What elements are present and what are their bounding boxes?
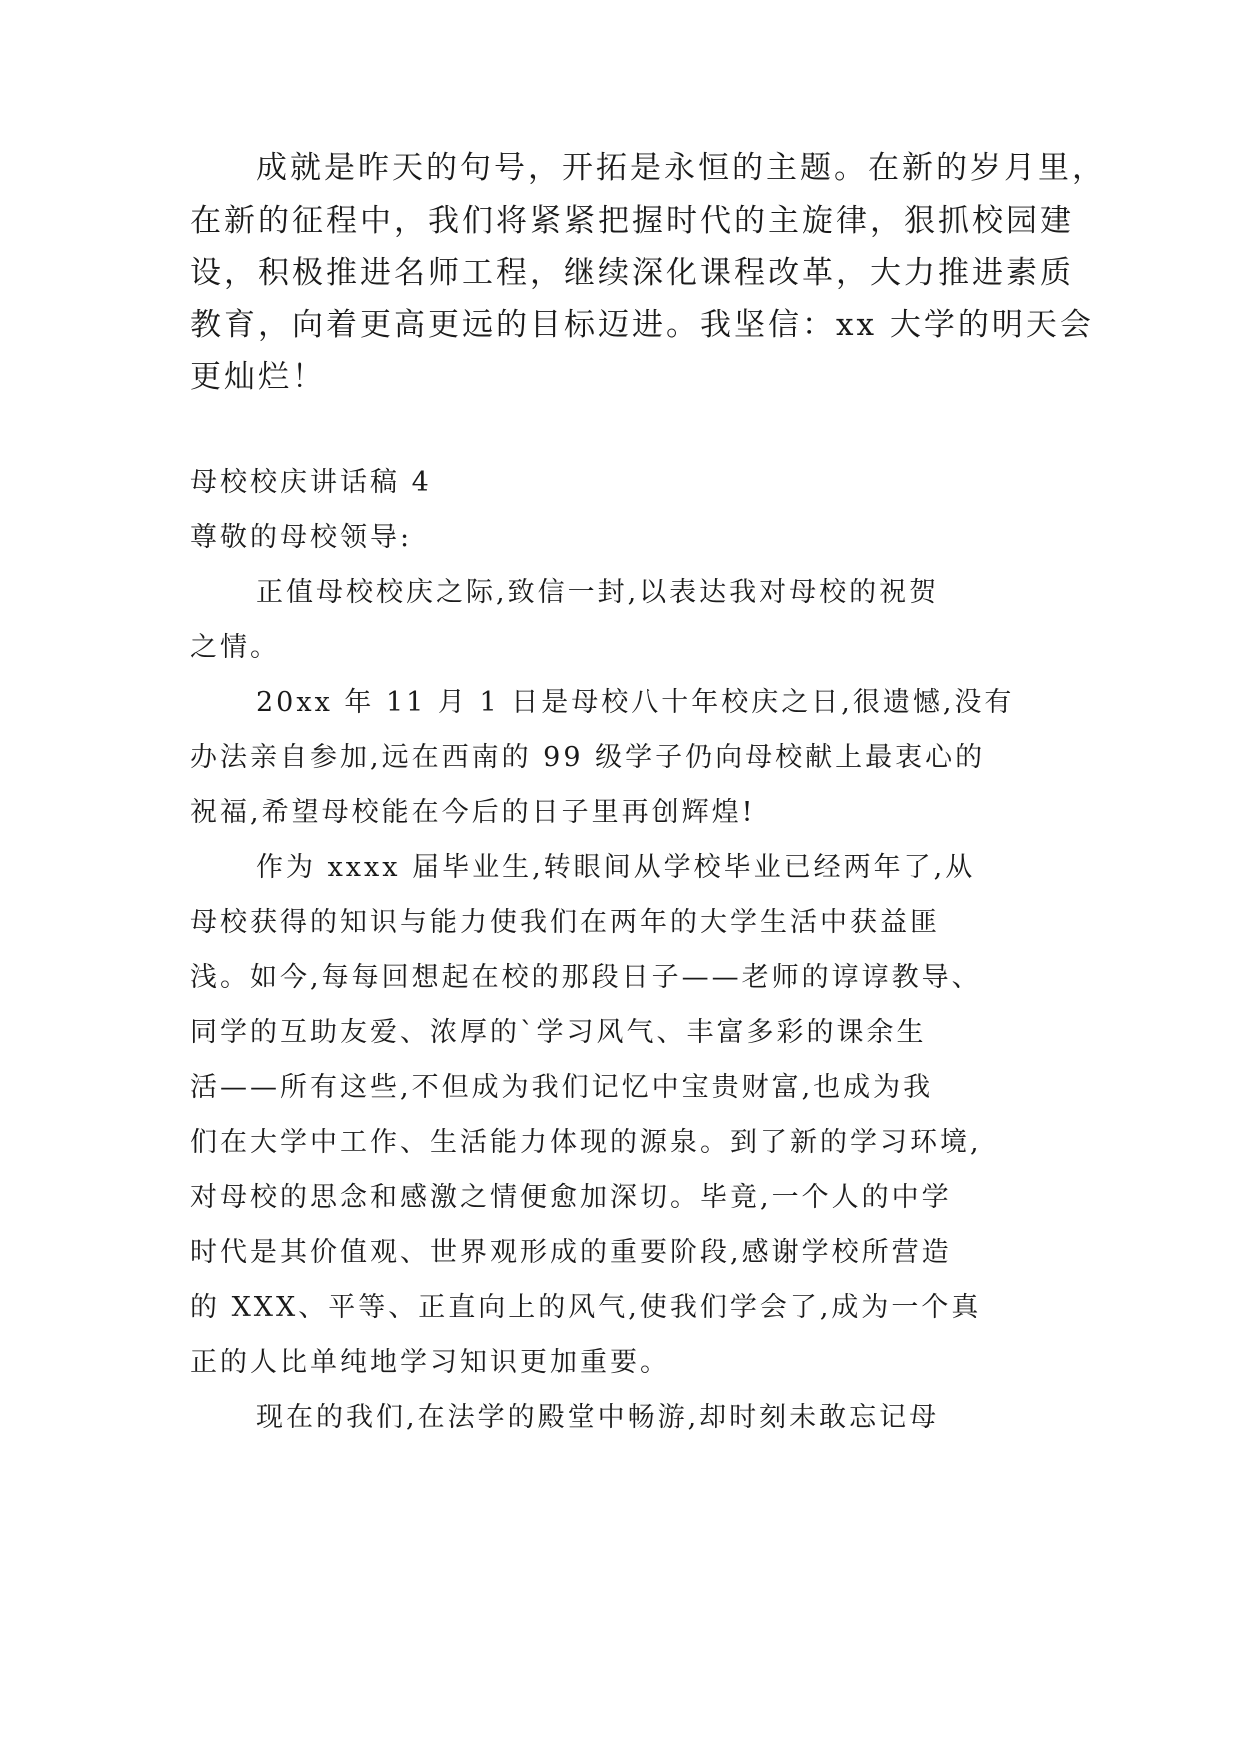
paragraph-line: 的 XXX、平等、正直向上的风气,使我们学会了,成为一个真 — [190, 1292, 982, 1323]
paragraph-line: 更灿烂！ — [190, 359, 326, 395]
paragraph-line: 20xx 年 11 月 1 日是母校八十年校庆之日,很遗憾,没有 — [256, 687, 1015, 718]
paragraph-line: 现在的我们,在法学的殿堂中畅游,却时刻未敢忘记母 — [256, 1402, 940, 1433]
paragraph-line: 在新的征程中，我们将紧紧把握时代的主旋律，狠抓校园建 — [190, 203, 1074, 239]
paragraph-line: 设，积极推进名师工程，继续深化课程改革，大力推进素质 — [190, 255, 1074, 291]
paragraph-line: 活——所有这些,不但成为我们记忆中宝贵财富,也成为我 — [190, 1072, 934, 1103]
paragraph-line: 时代是其价值观、世界观形成的重要阶段,感谢学校所营造 — [190, 1237, 952, 1268]
paragraph-line: 教育，向着更高更远的目标迈进。我坚信：xx 大学的明天会 — [190, 307, 1094, 343]
section-title: 母校校庆讲话稿 4 — [190, 467, 432, 498]
paragraph-line: 正值母校校庆之际,致信一封,以表达我对母校的祝贺 — [256, 577, 940, 608]
paragraph-line: 正的人比单纯地学习知识更加重要。 — [190, 1347, 670, 1378]
paragraph-line: 对母校的思念和感激之情便愈加深切。毕竟,一个人的中学 — [190, 1182, 952, 1213]
paragraph-line: 们在大学中工作、生活能力体现的源泉。到了新的学习环境, — [190, 1127, 982, 1158]
salutation: 尊敬的母校领导: — [190, 522, 413, 553]
paragraph-line: 办法亲自参加,远在西南的 99 级学子仍向母校献上最衷心的 — [190, 742, 986, 773]
paragraph-line: 之情。 — [190, 632, 280, 663]
paragraph-line: 浅。如今,每每回想起在校的那段日子——老师的谆谆教导、 — [190, 962, 982, 993]
paragraph-line: 祝福,希望母校能在今后的日子里再创辉煌! — [190, 797, 756, 828]
paragraph-line: 母校获得的知识与能力使我们在两年的大学生活中获益匪 — [190, 907, 940, 938]
paragraph-line: 同学的互助友爱、浓厚的`学习风气、丰富多彩的课余生 — [190, 1017, 927, 1048]
paragraph-line: 成就是昨天的句号，开拓是永恒的主题。在新的岁月里， — [256, 150, 1106, 186]
paragraph-line: 作为 xxxx 届毕业生,转眼间从学校毕业已经两年了,从 — [256, 852, 976, 883]
